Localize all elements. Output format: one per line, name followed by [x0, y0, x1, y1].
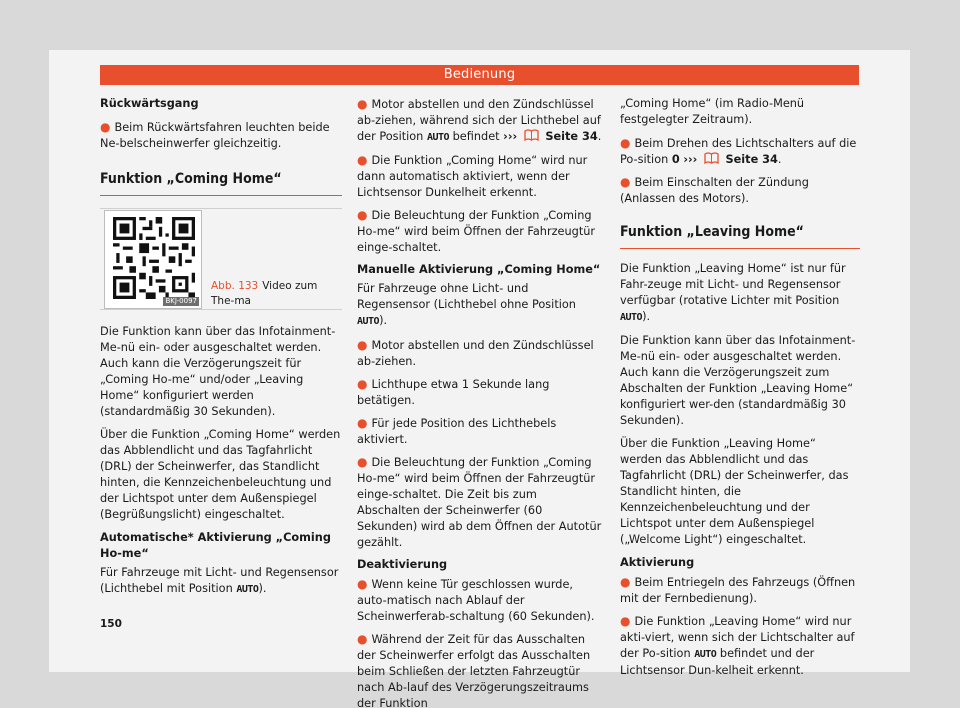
- page-header: [100, 65, 859, 85]
- text: Beim Einschalten der Zündung (Anlassen des Motors).: [620, 176, 809, 205]
- paragraph: [620, 261, 860, 326]
- text: Die Beleuchtung der Funktion „Coming Ho-me“ wird beim Öffnen der Fahrzeugtür einge-schaltet.: [357, 209, 596, 254]
- column-1: [100, 96, 342, 605]
- bullet-icon: ●: [357, 208, 368, 222]
- cross-ref-arrows: ›››: [683, 153, 698, 166]
- heading-manuelle-aktivierung: Manuelle Aktivierung „Coming Home“: [357, 263, 601, 276]
- list-item: [357, 376, 602, 409]
- list-item: [357, 96, 602, 146]
- text: Motor abstellen und den Zündschlüssel ab-ziehen, während sich der Lichthebel auf der Position: [357, 98, 601, 143]
- paragraph: Die Funktion kann über das Infotainment-Me-nü ein- oder ausgeschaltet werden. Auch kann die Verzögerungszeit für „Coming Ho-me“ und/oder „Leaving Home“ konfiguriert werden (standardmäßig 30 Sekunden).: [100, 325, 336, 418]
- auto-symbol: AUTO: [357, 316, 380, 327]
- list-item: [357, 454, 602, 551]
- column-3: [620, 96, 860, 685]
- page-reference-link[interactable]: Seite 34: [545, 130, 598, 143]
- qr-code[interactable]: [104, 210, 202, 309]
- bullet-icon: ●: [357, 577, 368, 591]
- bullet-rueckwaerts: [100, 119, 342, 152]
- heading-automatische-aktivierung: Automatische* Aktivierung „Coming Ho-me“: [100, 531, 331, 560]
- bullet-icon: ●: [357, 377, 368, 391]
- figure-tag: BKJ-0097: [165, 297, 197, 305]
- bullet-icon: ●: [620, 575, 631, 589]
- text: Für jede Position des Lichthebels aktiviert.: [357, 417, 557, 446]
- figure-133: [100, 208, 342, 310]
- text: ).: [258, 582, 267, 595]
- text: Motor abstellen und den Zündschlüssel ab-ziehen.: [357, 339, 594, 368]
- list-item: [620, 174, 860, 207]
- paragraph: Die Funktion kann über das Infotainment-Me-nü ein- oder ausgeschaltet werden. Auch kann die Verzögerungszeit zum Abschalten der Funktion „Leaving Home“ konfiguriert wer-den (standardmäßig 30 Sekunden).: [620, 334, 856, 427]
- list-item: [357, 207, 602, 256]
- light-off-symbol: 0: [671, 153, 680, 166]
- text: Die Beleuchtung der Funktion „Coming Ho-me“ wird beim Öffnen der Fahrzeugtür einge-schaltet. Die Zeit bis zum Abschalten der Scheinwerfer (60 Sekunden) wird ab dem Öffnen der Autotür gezählt.: [357, 456, 602, 549]
- text: Wenn keine Tür geschlossen wurde, auto-matisch nach Ablauf der Scheinwerferab-schaltung (60 Sekunden).: [357, 578, 595, 623]
- book-icon: [704, 152, 719, 164]
- list-item: [357, 415, 602, 448]
- auto-symbol: AUTO: [236, 584, 259, 595]
- text: ).: [642, 310, 651, 323]
- text: Beim Entriegeln des Fahrzeugs (Öffnen mit der Fernbedienung).: [620, 576, 856, 605]
- text: Die Funktion „Coming Home“ wird nur dann automatisch aktiviert, wenn der Lichtsensor Dunkelheit erkennt.: [357, 154, 588, 199]
- page-number: 150: [100, 618, 122, 630]
- bullet-icon: ●: [100, 120, 111, 134]
- figure-number: Abb. 133: [211, 280, 259, 292]
- list-item: [620, 613, 860, 679]
- page-reference-link[interactable]: Seite 34: [725, 153, 778, 166]
- list-item: [357, 576, 602, 625]
- figure-caption-text: Video zum The-ma: [211, 280, 318, 307]
- figure-caption: [211, 279, 341, 309]
- section-title-coming-home: Funktion „Coming Home“: [100, 170, 342, 196]
- text: Während der Zeit für das Ausschalten der Scheinwerfer erfolgt das Ausschalten beim Schließen der letzten Fahrzeugtür nach Ab-lauf des Verzögerungszeitraums der Funktion: [357, 633, 591, 708]
- list-item: [620, 574, 860, 607]
- header-title: Bedienung: [443, 67, 516, 82]
- text: Die Funktion „Leaving Home“ wird nur akti-viert, wenn sich der Lichtschalter auf der Po-sition: [620, 615, 855, 660]
- bullet-icon: ●: [357, 416, 368, 430]
- cross-ref-arrows: ›››: [503, 130, 518, 143]
- bullet-text: Beim Rückwärtsfahren leuchten beide Ne-belscheinwerfer gleichzeitig.: [100, 121, 330, 150]
- auto-symbol: AUTO: [620, 312, 643, 323]
- heading-aktivierung: Aktivierung: [620, 556, 695, 569]
- auto-symbol: AUTO: [426, 132, 450, 143]
- section-title-leaving-home: Funktion „Leaving Home“: [620, 223, 860, 249]
- text: Für Fahrzeuge ohne Licht- und Regensensor (Lichthebel ohne Position: [357, 282, 576, 311]
- book-icon: [524, 129, 539, 141]
- paragraph: Über die Funktion „Coming Home“ werden das Abblendlicht und das Tagfahrlicht (DRL) der Scheinwerfer, das Standlicht hinten, die Kennzeichenbeleuchtung und der Lichtspot unter dem Außenspiegel (Begrüßungslicht) eingeschaltet.: [100, 428, 341, 521]
- text: befindet: [452, 130, 500, 143]
- paragraph: [357, 281, 602, 330]
- bullet-icon: ●: [620, 175, 631, 189]
- heading-deaktivierung: Deaktivierung: [357, 558, 448, 571]
- column-2: [357, 96, 602, 708]
- paragraph: „Coming Home“ (im Radio-Menü festgelegter Zeitraum).: [620, 97, 805, 126]
- text: Beim Drehen des Lichtschalters auf die Po-sition: [620, 137, 857, 166]
- bullet-icon: ●: [357, 97, 368, 111]
- bullet-icon: ●: [357, 455, 368, 469]
- list-item: [357, 337, 602, 370]
- bullet-icon: ●: [357, 338, 368, 352]
- paragraph: Über die Funktion „Leaving Home“ werden das Abblendlicht und das Tagfahrlicht (DRL) der Scheinwerfer, das Standlicht hinten, die Kennzeichenbeleuchtung und der Lichtspot unter dem Außenspiegel („Welcome Light“) eingeschaltet.: [620, 437, 849, 546]
- bullet-icon: ●: [620, 136, 631, 150]
- list-item: [357, 152, 602, 201]
- text: Lichthupe etwa 1 Sekunde lang betätigen.: [357, 378, 550, 407]
- bullet-icon: ●: [620, 614, 631, 628]
- text: ).: [379, 314, 388, 327]
- text: .: [597, 130, 602, 143]
- text: Die Funktion „Leaving Home“ ist nur für Fahr-zeuge mit Licht- und Regensensor verfügbar (rotative Lichter mit Position: [620, 262, 846, 307]
- text: .: [777, 153, 782, 166]
- paragraph: [100, 565, 342, 598]
- text: befindet und der Lichtsensor Dun-kelheit erkennt.: [620, 647, 815, 677]
- auto-symbol: AUTO: [694, 649, 717, 660]
- list-item: [357, 631, 602, 708]
- bullet-icon: ●: [357, 632, 368, 646]
- qr-code-icon: [113, 217, 195, 299]
- bullet-icon: ●: [357, 153, 368, 167]
- text: Für Fahrzeuge mit Licht- und Regensensor (Lichthebel mit Position: [100, 566, 339, 595]
- list-item: [620, 135, 860, 168]
- heading-rueckwaertsgang: Rückwärtsgang: [100, 97, 199, 110]
